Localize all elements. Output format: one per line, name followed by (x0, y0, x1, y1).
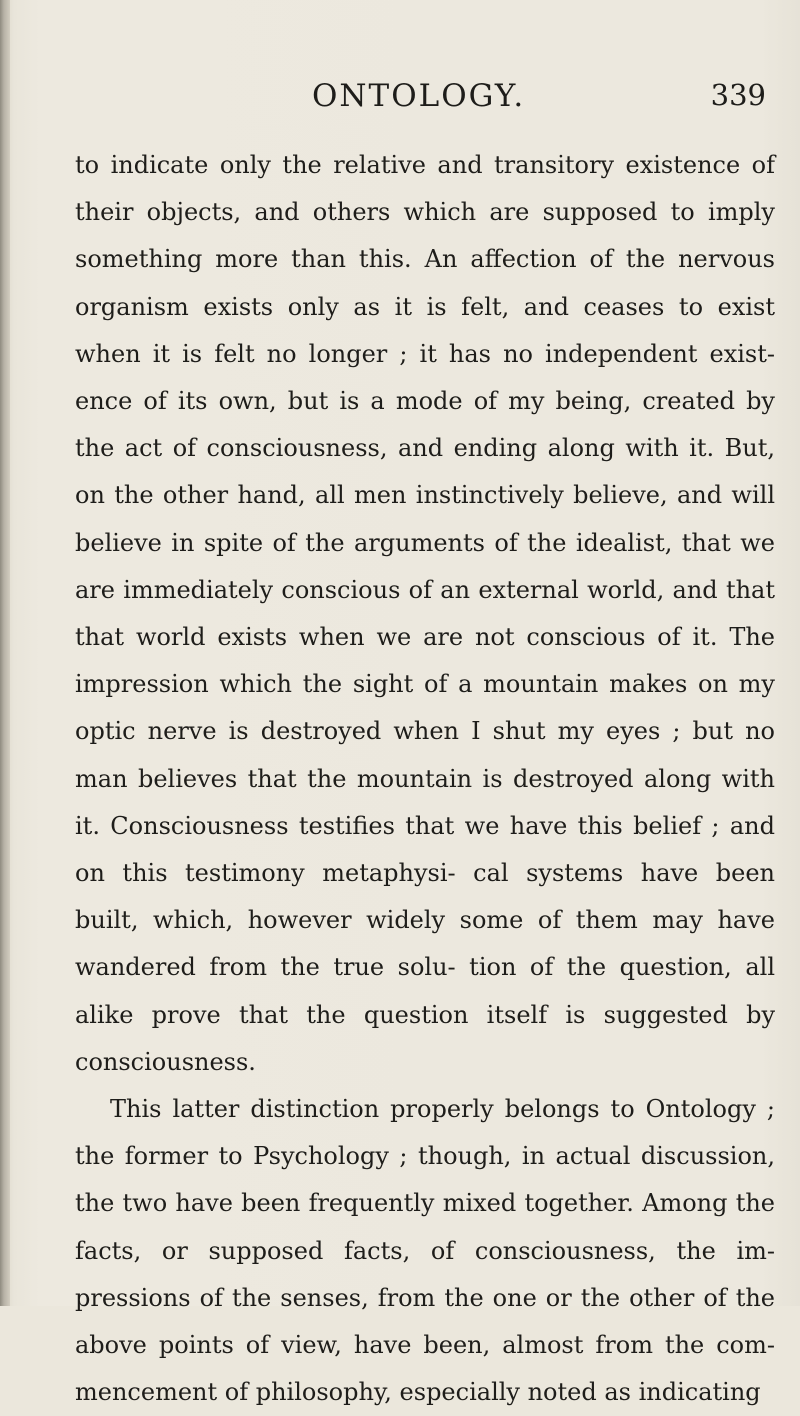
body-text (75, 142, 775, 1407)
page-binding-edge (0, 0, 10, 1306)
paragraph-continued: to indicate only the relative and transitory existence of their objects, and others which are supposed to imply something more than this. An affection of the nervous organism exists only as it is felt, and ceases to exist when it is felt no longer ; it has no independent exist- ence of its own, but is a mode of my being, created by the act of consciousness, and ending along with it. But, on the other hand, all men instinctively believe, and will believe in spite of the arguments of the idealist, that we are immediately conscious of an external world, and that that world exists when we are not conscious of it. The impression which the sight of a mountain makes on my optic nerve is destroyed when I shut my eyes ; but no man believes that the mountain is destroyed along with it. Consciousness testifies that we have this belief ; and on this testimony metaphysi- cal systems have been built, which, however widely some of them may have wandered from the true solu- tion of the question, all alike prove that the question itself is suggested by consciousness. (75, 151, 775, 1076)
running-head-title: ONTOLOGY. (312, 78, 526, 114)
paragraph-ontology: This latter distinction properly belongs to Ontology ; the former to Psychology ; though, in actual discussion, the two have been frequently mixed together. Among the facts, or supposed facts, of consciousness, the im- pressions of the senses, from the one or the other of the above points of view, have been, almost from the com- mencement of philosophy, especially noted as indicating (75, 1095, 775, 1407)
page-number: 339 (710, 78, 766, 112)
running-head (0, 78, 800, 122)
